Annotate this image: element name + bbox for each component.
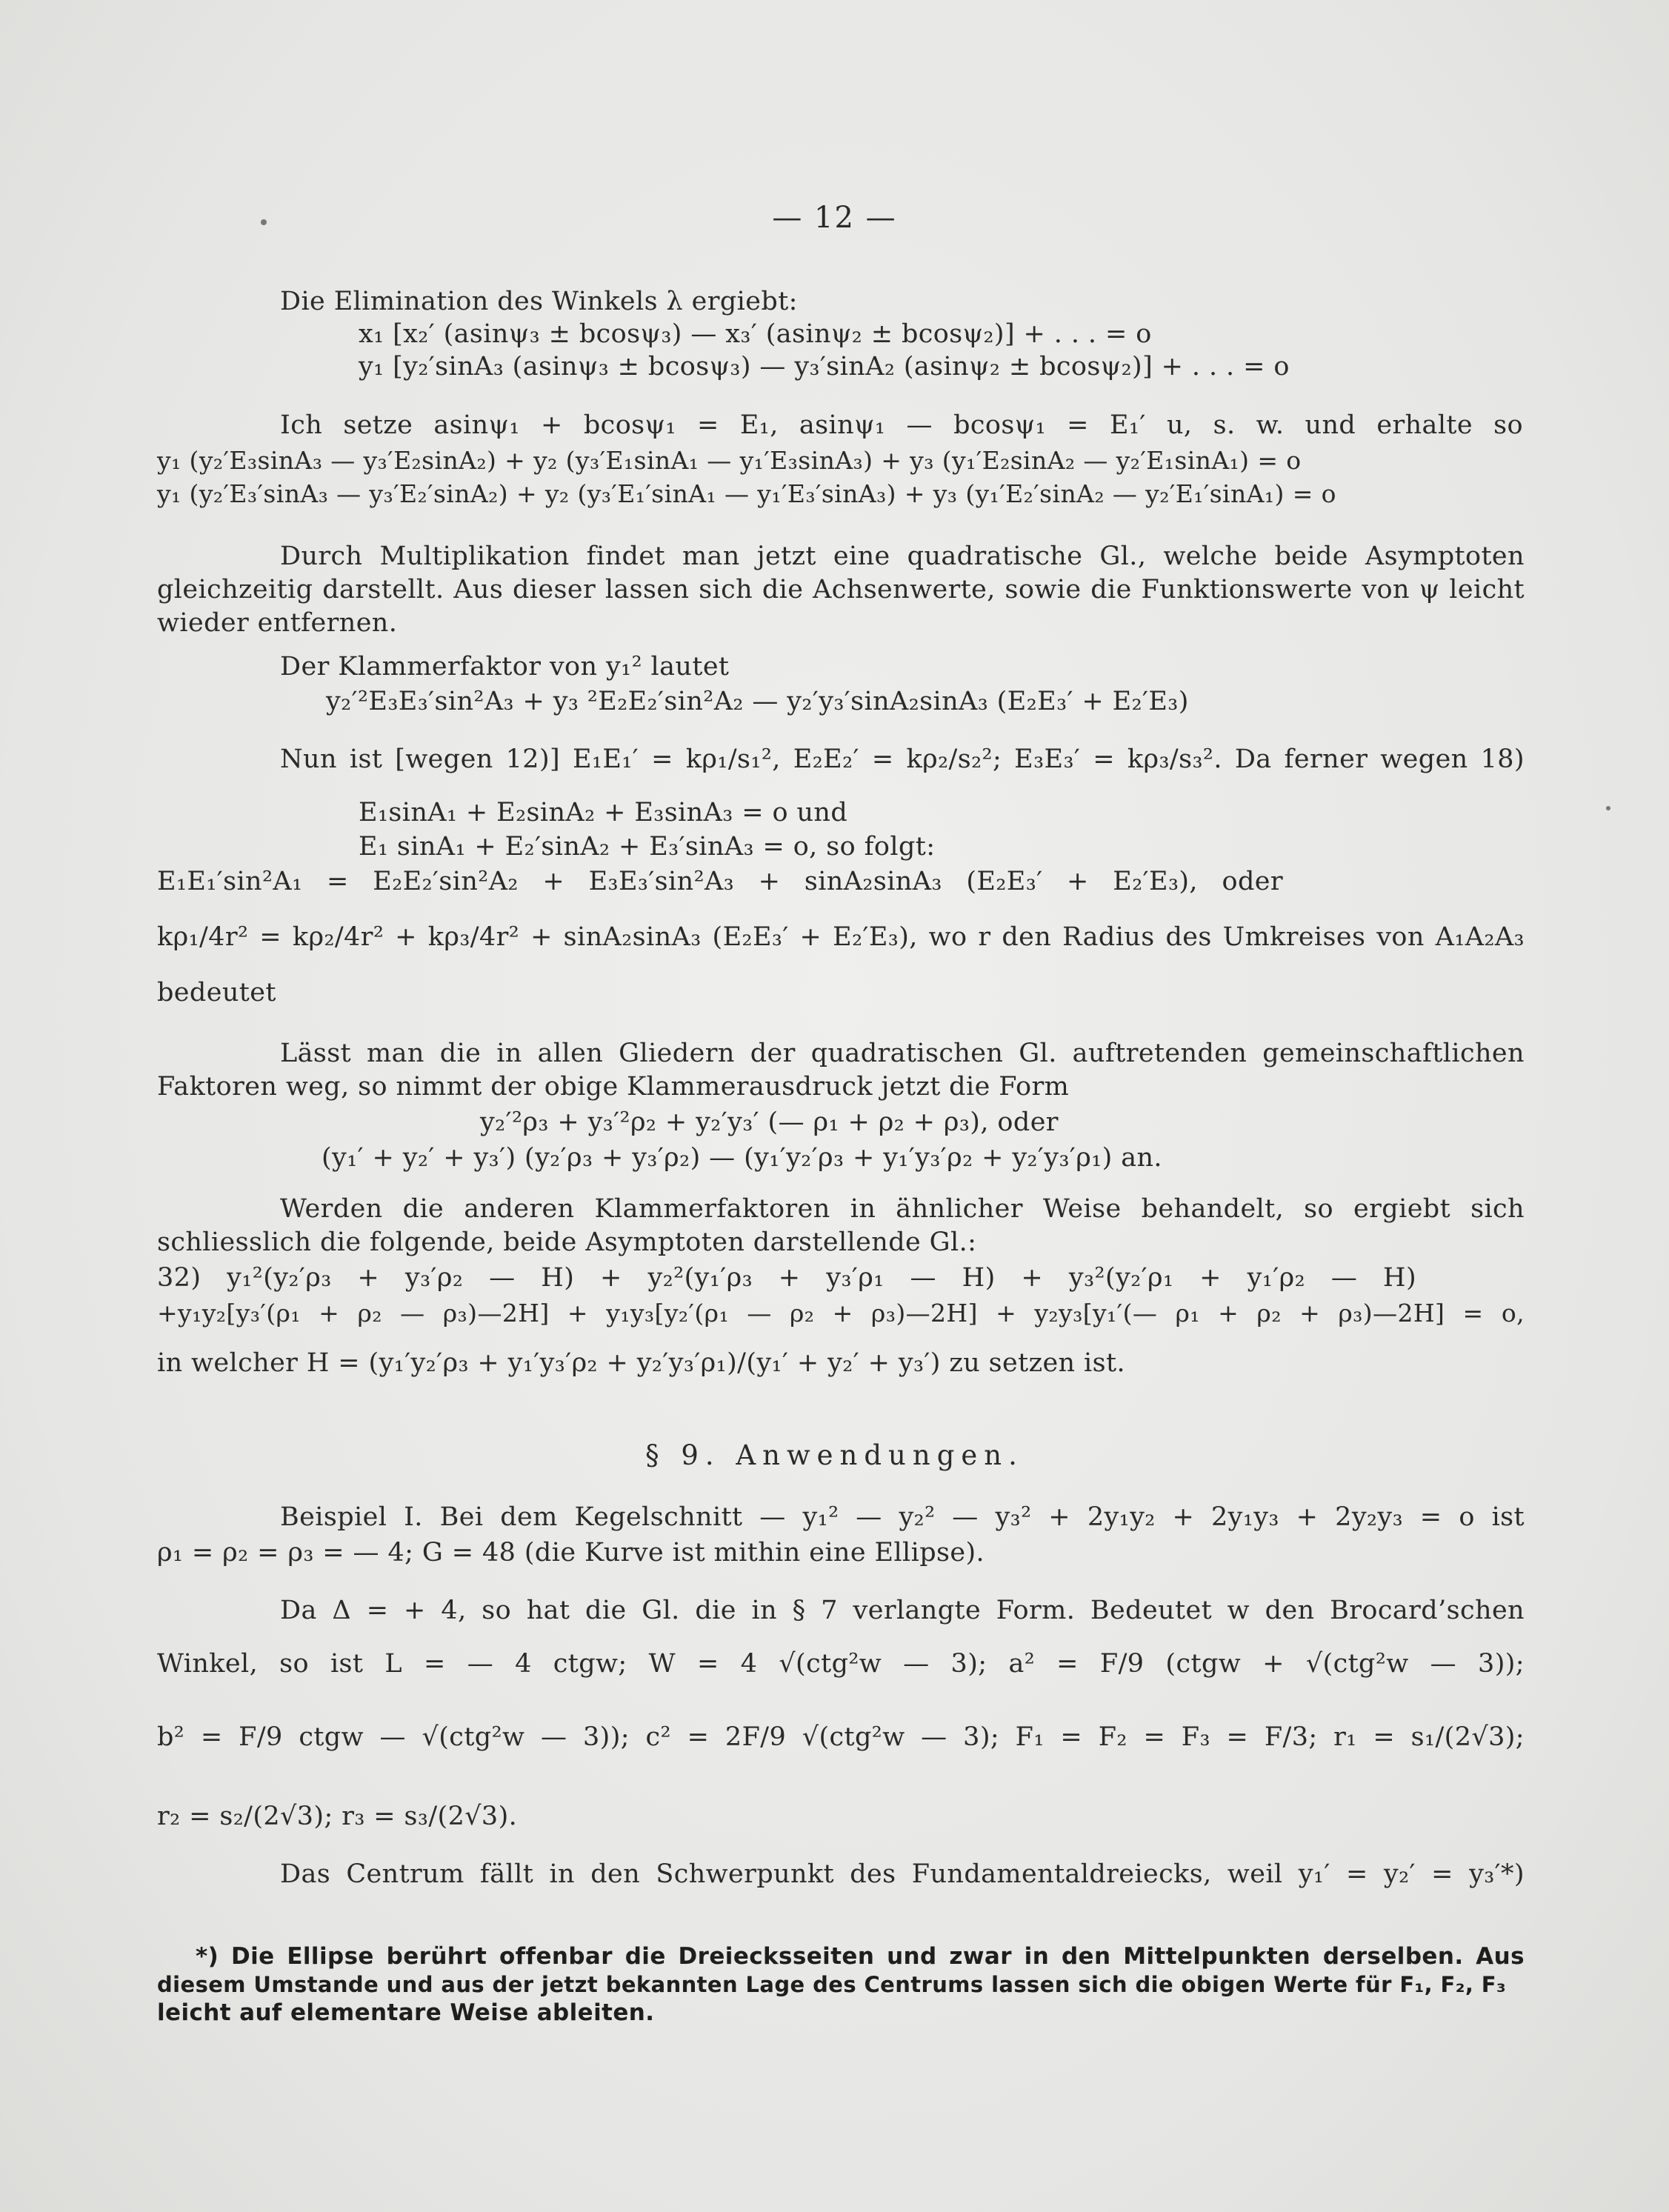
footnote-line: *) Die Ellipse berührt offenbar die Dreiecksseiten und zwar in den Mittelpunkten derselben. Aus [196, 1943, 1525, 1970]
text-line: wieder entfernen. [157, 608, 398, 638]
equation-line: r₂ = s₂/(2√3); r₃ = s₃/(2√3). [157, 1802, 518, 1831]
text-line: Ich setze asinψ₁ + bcosψ₁ = E₁, asinψ₁ — bcosψ₁ = E₁′ u, s. w. und erhalte so [280, 410, 1523, 440]
equation-line: kρ₁/4r² = kρ₂/4r² + kρ₃/4r² + sinA₂sinA₃ (E₂E₃′ + E₂′E₃), wo r den Radius des Umkreises von A₁A₂A₃ [157, 922, 1525, 952]
equation-line: E₁ sinA₁ + E₂′sinA₂ + E₃′sinA₃ = o, so folgt: [359, 832, 936, 862]
text-line: gleichzeitig darstellt. Aus dieser lassen sich die Achsenwerte, sowie die Funktionswerte von ψ leicht [157, 575, 1525, 604]
equation-line: y₁ (y₂′E₃sinA₃ — y₃′E₂sinA₂) + y₂ (y₃′E₁sinA₁ — y₁′E₃sinA₃) + y₃ (y₁′E₂sinA₂ — y₂′E₁sinA₁) = o [157, 446, 1302, 475]
page-number: — 12 — [772, 201, 897, 235]
text-line: ρ₁ = ρ₂ = ρ₃ = — 4; G = 48 (die Kurve ist mithin eine Ellipse). [157, 1538, 985, 1568]
text-line: Das Centrum fällt in den Schwerpunkt des Fundamentaldreiecks, weil y₁′ = y₂′ = y₃′*) [280, 1859, 1525, 1889]
text-line: Werden die anderen Klammerfaktoren in ähnlicher Weise behandelt, so ergiebt sich [280, 1194, 1525, 1224]
text-line: Da Δ = + 4, so hat die Gl. die in § 7 verlangte Form. Bedeutet w den Brocard’schen [280, 1596, 1525, 1625]
equation-line: y₂′²E₃E₃′sin²A₃ + y₃ ²E₂E₂′sin²A₂ — y₂′y₃′sinA₂sinA₃ (E₂E₃′ + E₂′E₃) [326, 687, 1189, 716]
equation-line: E₁sinA₁ + E₂sinA₂ + E₃sinA₃ = o und [359, 798, 848, 827]
equation-line: x₁ [x₂′ (asinψ₃ ± bcosψ₃) — x₃′ (asinψ₂ ± bcosψ₂)] + . . . = o [359, 319, 1152, 349]
equation-line: E₁E₁′sin²A₁ = E₂E₂′sin²A₂ + E₃E₃′sin²A₃ + sinA₂sinA₃ (E₂E₃′ + E₂′E₃), oder [157, 867, 1283, 896]
ink-speck [1606, 806, 1610, 810]
equation-line: y₁ (y₂′E₃′sinA₃ — y₃′E₂′sinA₂) + y₂ (y₃′E₁′sinA₁ — y₁′E₃′sinA₃) + y₃ (y₁′E₂′sinA₂ — y₂′E₁′sinA₁) = o [157, 479, 1336, 508]
text-line: Durch Multiplikation findet man jetzt eine quadratische Gl., welche beide Asymptoten [280, 542, 1525, 571]
text-line: Lässt man die in allen Gliedern der quadratischen Gl. auftretenden gemeinschaftlichen [280, 1039, 1525, 1068]
section-heading: § 9. Anwendungen. [645, 1439, 1024, 1471]
footnote-line: diesem Umstande und aus der jetzt bekannten Lage des Centrums lassen sich die obigen Werte für F₁, F₂, F₃ [157, 1972, 1507, 1997]
equation-line: y₂′²ρ₃ + y₃′²ρ₂ + y₂′y₃′ (— ρ₁ + ρ₂ + ρ₃), oder [480, 1107, 1059, 1137]
text-line: Faktoren weg, so nimmt der obige Klammerausdruck jetzt die Form [157, 1072, 1070, 1102]
text-line: Nun ist [wegen 12)] E₁E₁′ = kρ₁/s₁², E₂E₂′ = kρ₂/s₂²; E₃E₃′ = kρ₃/s₃². Da ferner wegen 18) [280, 744, 1525, 774]
equation-line: y₁ [y₂′sinA₃ (asinψ₃ ± bcosψ₃) — y₃′sinA₂ (asinψ₂ ± bcosψ₂)] + . . . = o [359, 352, 1290, 382]
equation-line: +y₁y₂[y₃′(ρ₁ + ρ₂ — ρ₃)—2H] + y₁y₃[y₂′(ρ₁ — ρ₂ + ρ₃)—2H] + y₂y₃[y₁′(— ρ₁ + ρ₂ + ρ₃)—2H] = o, [157, 1299, 1525, 1327]
equation-line: in welcher H = (y₁′y₂′ρ₃ + y₁′y₃′ρ₂ + y₂′y₃′ρ₁)/(y₁′ + y₂′ + y₃′) zu setzen ist. [157, 1348, 1125, 1378]
text-line: Die Elimination des Winkels λ ergiebt: [280, 287, 798, 316]
equation-line: b² = F/9 ctgw — √(ctg²w — 3)); c² = 2F/9 √(ctg²w — 3); F₁ = F₂ = F₃ = F/3; r₁ = s₁/(2√3); [157, 1722, 1525, 1752]
text-line: schliesslich die folgende, beide Asymptoten darstellende Gl.: [157, 1227, 977, 1257]
text-line: bedeutet [157, 978, 276, 1007]
equation-line: (y₁′ + y₂′ + y₃′) (y₂′ρ₃ + y₃′ρ₂) — (y₁′y₂′ρ₃ + y₁′y₃′ρ₂ + y₂′y₃′ρ₁) an. [322, 1143, 1162, 1173]
equation-line: 32) y₁²(y₂′ρ₃ + y₃′ρ₂ — H) + y₂²(y₁′ρ₃ + y₃′ρ₁ — H) + y₃²(y₂′ρ₁ + y₁′ρ₂ — H) [157, 1263, 1416, 1293]
footnote-line: leicht auf elementare Weise ableiten. [157, 1999, 655, 2026]
equation-line: Winkel, so ist L = — 4 ctgw; W = 4 √(ctg²w — 3); a² = F/9 (ctgw + √(ctg²w — 3)); [157, 1649, 1525, 1679]
text-line: Der Klammerfaktor von y₁² lautet [280, 652, 730, 682]
text-line: Beispiel I. Bei dem Kegelschnitt — y₁² — y₂² — y₃² + 2y₁y₂ + 2y₁y₃ + 2y₂y₃ = o ist [280, 1502, 1525, 1532]
